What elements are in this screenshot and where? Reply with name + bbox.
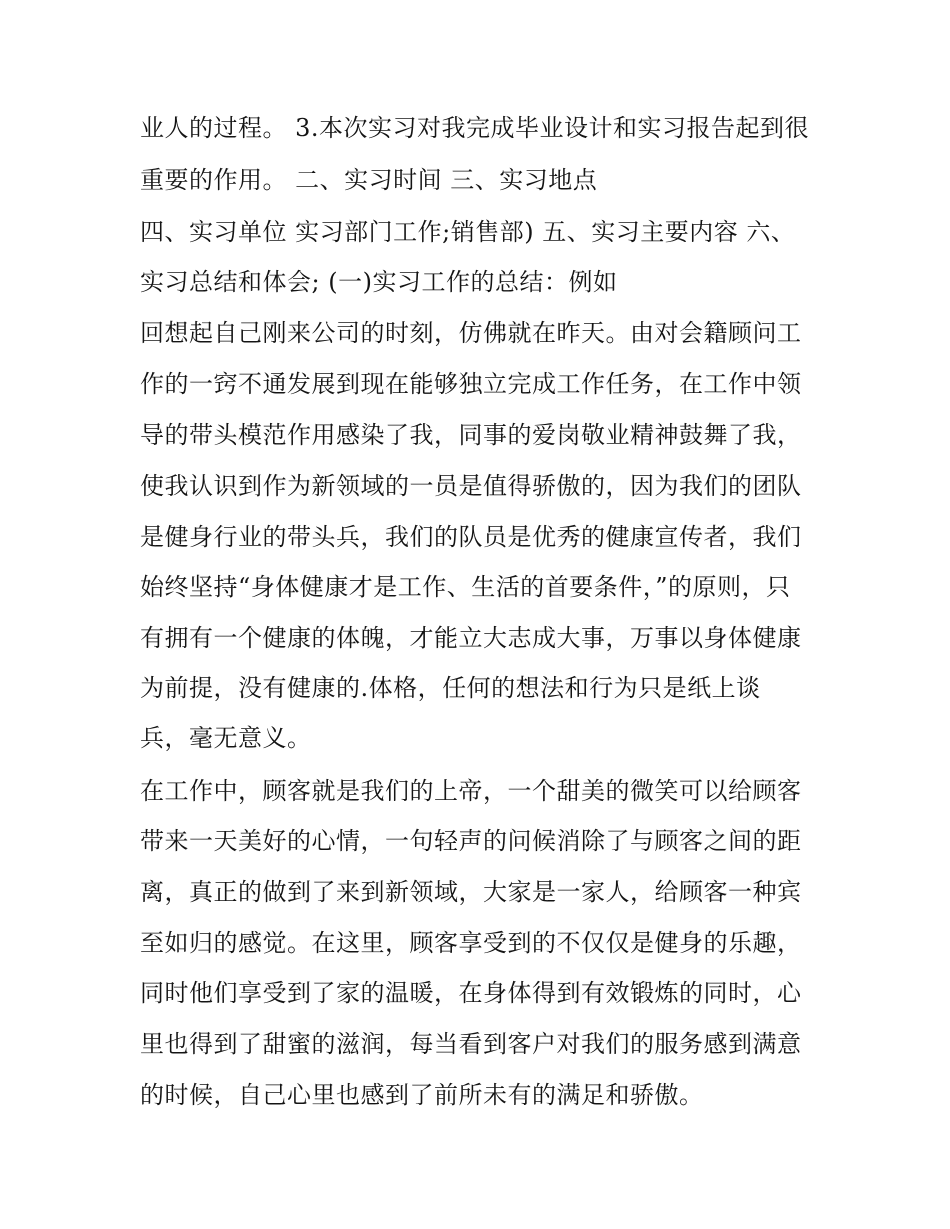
text-line: 同时他们享受到了家的温暖，在身体得到有效锻炼的同时，心 xyxy=(140,979,802,1007)
text-line: 带来一天美好的心情，一句轻声的问候消除了与顾客之间的距 xyxy=(140,827,802,855)
text-line: 导的带头模范作用感染了我，同事的爱岗敬业精神鼓舞了我， xyxy=(140,421,802,449)
text-line: 始终坚持“身体健康才是工作、生活的首要条件，”的原则，只 xyxy=(140,573,791,601)
text-line: 是健身行业的带头兵，我们的队员是优秀的健康宣传者，我们 xyxy=(140,523,802,551)
text-line: 实习总结和体会; (一)实习工作的总结：例如 xyxy=(140,268,618,296)
text-line: 作的一窍不通发展到现在能够独立完成工作任务，在工作中领 xyxy=(140,370,802,398)
text-line: 离，真正的做到了来到新领域，大家是一家人，给顾客一种宾 xyxy=(140,878,802,906)
text-line: 在工作中，顾客就是我们的上帝，一个甜美的微笑可以给顾客 xyxy=(140,777,802,805)
text-line: 至如归的感觉。在这里，顾客享受到的不仅仅是健身的乐趣， xyxy=(140,929,802,957)
text-line: 四、实习单位 实习部门工作;销售部) 五、实习主要内容 六、 xyxy=(140,218,796,246)
text-line: 兵，毫无意义。 xyxy=(140,724,312,752)
text-line: 为前提，没有健康的.体格，任何的想法和行为只是纸上谈 xyxy=(140,674,761,702)
text-line: 回想起自己刚来公司的时刻，仿佛就在昨天。由对会籍顾问工 xyxy=(140,319,802,347)
text-line: 有拥有一个健康的体魄，才能立大志成大事，万事以身体健康 xyxy=(140,624,802,652)
text-line: 使我认识到作为新领域的一员是值得骄傲的，因为我们的团队 xyxy=(140,472,802,500)
text-line: 的时候，自己心里也感到了前所未有的满足和骄傲。 xyxy=(140,1081,704,1109)
text-line: 重要的作用。 二、实习时间 三、实习地点 xyxy=(140,166,598,194)
text-line: 里也得到了甜蜜的滋润，每当看到客户对我们的服务感到满意 xyxy=(140,1030,802,1058)
text-line: 业人的过程。 3.本次实习对我完成毕业设计和实习报告起到很 xyxy=(140,114,810,142)
